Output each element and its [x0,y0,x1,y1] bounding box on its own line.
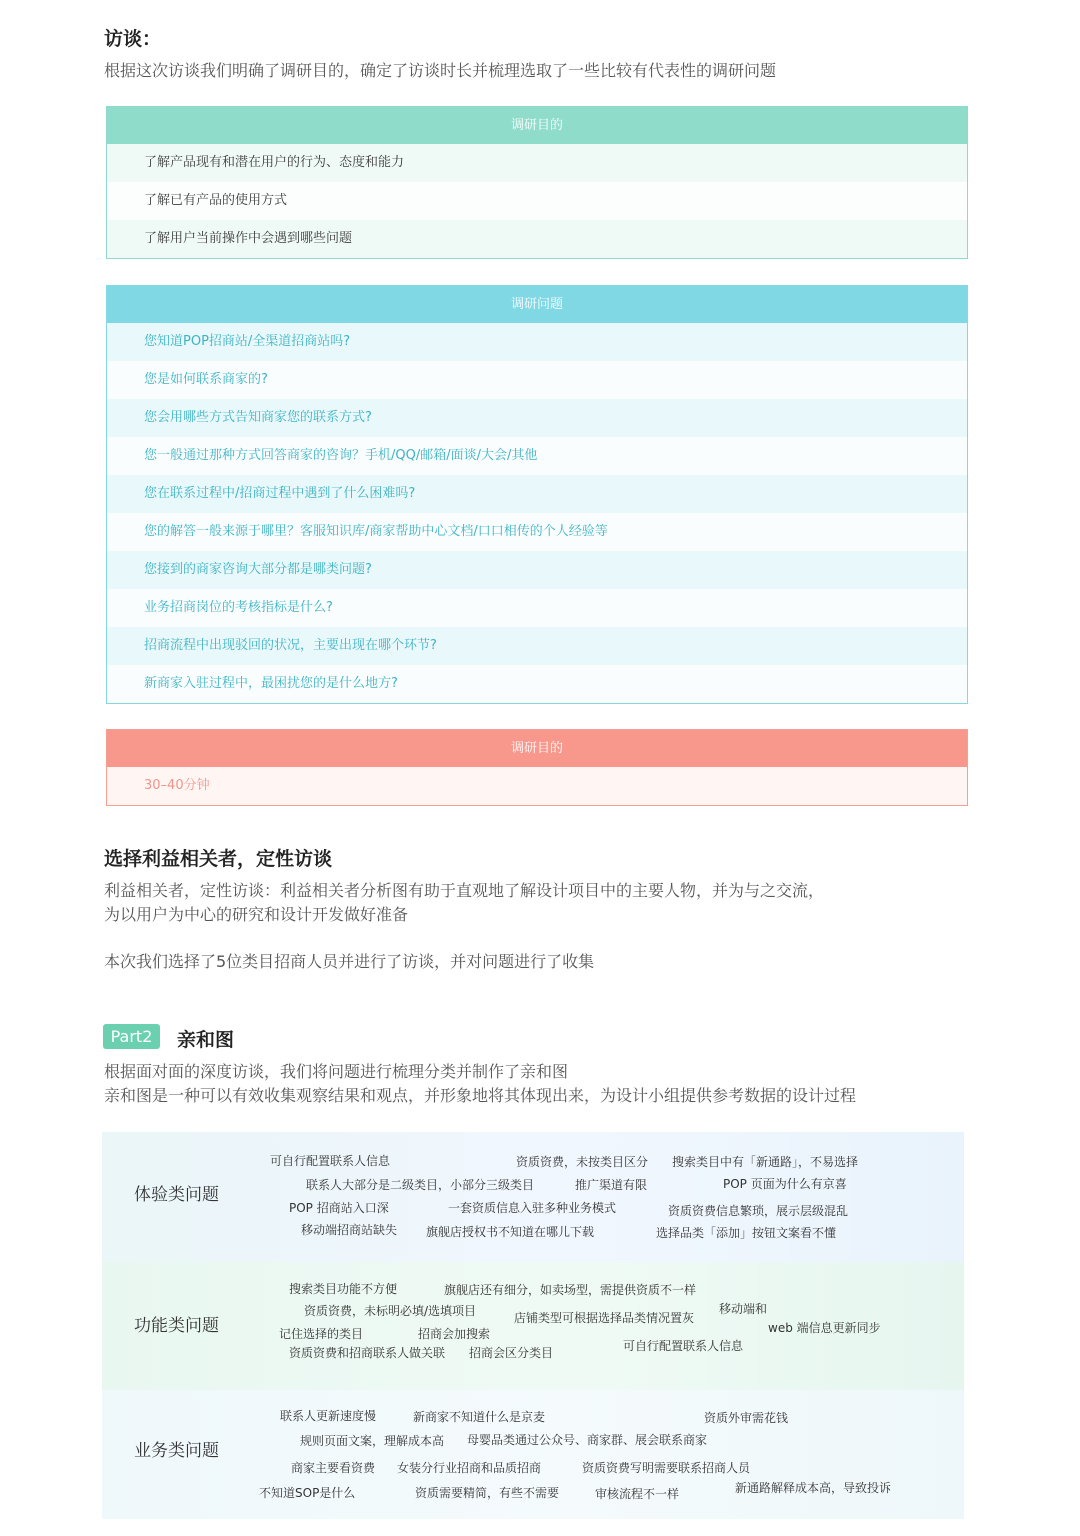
table-row: 了解已有产品的使用方式 [107,182,967,220]
affinity-title: 亲和图 [177,1029,235,1051]
stakeholder-desc-line3: 本次我们选择了5位类目招商人员并进行了访谈，并对问题进行了收集 [104,952,595,971]
affinity-diagram [102,1132,964,1519]
affinity-note: 女装分行业招商和品质招商 [397,1461,542,1475]
affinity-note: 资质资费，未标明必填/选填项目 [304,1304,477,1318]
research-questions-table [106,285,968,704]
stakeholder-desc-line1: 利益相关者，定性访谈：利益相关者分析图有助于直观地了解设计项目中的主要人物，并为与之交流， [104,881,825,900]
stakeholder-title: 选择利益相关者，定性访谈 [104,848,333,870]
table-row: 新商家入驻过程中，最困扰您的是什么地方? [107,665,967,703]
affinity-note: 移动端招商站缺失 [301,1223,398,1237]
affinity-note: 旗舰店还有细分，如卖场型，需提供资质不一样 [444,1283,697,1297]
affinity-note: 商家主要看资费 [291,1461,376,1475]
affinity-note: web 端信息更新同步 [768,1321,881,1335]
affinity-note: POP 页面为什么有京喜 [723,1177,847,1191]
affinity-note: 推广渠道有限 [575,1178,648,1192]
affinity-note: 搜索类目中有「新通路」，不易选择 [672,1155,859,1169]
business-issues-band [102,1390,964,1519]
category-label: 功能类问题 [134,1316,219,1336]
research-duration-table [106,729,968,806]
affinity-note: 移动端和 [719,1302,768,1316]
table-header: 调研目的 [107,730,967,767]
affinity-desc-line1: 根据面对面的深度访谈，我们将问题进行梳理分类并制作了亲和图 [104,1062,569,1081]
table-row: 您在联系过程中/招商过程中遇到了什么困难吗? [107,475,967,513]
affinity-note: 联系人更新速度慢 [280,1409,377,1423]
affinity-note: 资质外审需花钱 [704,1411,789,1425]
affinity-note: 资质资费和招商联系人做关联 [289,1346,446,1360]
affinity-note: 联系人大部分是二级类目，小部分三级类目 [306,1178,535,1192]
affinity-note: 审核流程不一样 [595,1487,680,1501]
affinity-note: POP 招商站入口深 [289,1201,389,1215]
affinity-note: 资质需要精简，有些不需要 [415,1486,560,1500]
affinity-note: 规则页面文案，理解成本高 [300,1434,445,1448]
affinity-desc-line2: 亲和图是一种可以有效收集观察结果和观点，并形象地将其体现出来，为设计小组提供参考数据的设计过程 [104,1086,857,1105]
experience-issues-band [102,1132,964,1262]
table-row: 您知道POP招商站/全渠道招商站吗? [107,323,967,361]
affinity-note: 记住选择的类目 [279,1327,364,1341]
table-row: 您的解答一般来源于哪里？客服知识库/商家帮助中心文档/口口相传的个人经验等 [107,513,967,551]
part2-badge: Part2 [103,1024,160,1049]
affinity-note: 可自行配置联系人信息 [623,1339,744,1353]
table-row: 了解用户当前操作中会遇到哪些问题 [107,220,967,258]
affinity-note: 旗舰店授权书不知道在哪儿下载 [426,1225,595,1239]
affinity-note: 资质资费写明需要联系招商人员 [582,1461,751,1475]
affinity-note: 资质资费信息繁琐，展示层级混乱 [668,1204,849,1218]
research-goals-table [106,106,968,259]
affinity-note: 招商会加搜索 [418,1327,491,1341]
table-row: 了解产品现有和潜在用户的行为、态度和能力 [107,144,967,182]
category-label: 体验类问题 [134,1185,219,1205]
table-row: 您是如何联系商家的? [107,361,967,399]
affinity-note: 店铺类型可根据选择品类情况置灰 [514,1311,695,1325]
stakeholder-desc-line2: 为以用户为中心的研究和设计开发做好准备 [104,905,409,924]
table-row: 您会用哪些方式告知商家您的联系方式? [107,399,967,437]
interview-title: 访谈： [104,28,162,50]
function-issues-band [102,1262,964,1390]
category-label: 业务类问题 [134,1441,219,1461]
table-header: 调研问题 [107,286,967,323]
table-row: 您一般通过那种方式回答商家的咨询？手机/QQ/邮箱/面谈/大会/其他 [107,437,967,475]
affinity-note: 可自行配置联系人信息 [270,1154,391,1168]
affinity-note: 招商会区分类目 [469,1346,554,1360]
affinity-note: 新通路解释成本高，导致投诉 [735,1481,892,1495]
table-row: 业务招商岗位的考核指标是什么? [107,589,967,627]
affinity-note: 不知道SOP是什么 [259,1486,356,1500]
affinity-note: 母婴品类通过公众号、商家群、展会联系商家 [467,1433,708,1447]
affinity-note: 新商家不知道什么是京麦 [413,1410,546,1424]
table-row: 您接到的商家咨询大部分都是哪类问题? [107,551,967,589]
affinity-note: 选择品类「添加」按钮文案看不懂 [656,1226,837,1240]
affinity-note: 一套资质信息入驻多种业务模式 [448,1201,617,1215]
table-header: 调研目的 [107,107,967,144]
affinity-note: 资质资费，未按类目区分 [516,1155,649,1169]
table-row: 30–40分钟 [107,767,967,805]
interview-description: 根据这次访谈我们明确了调研目的，确定了访谈时长并梳理选取了一些比较有代表性的调研问题 [104,61,777,80]
affinity-note: 搜索类目功能不方便 [289,1282,398,1296]
table-row: 招商流程中出现驳回的状况，主要出现在哪个环节? [107,627,967,665]
